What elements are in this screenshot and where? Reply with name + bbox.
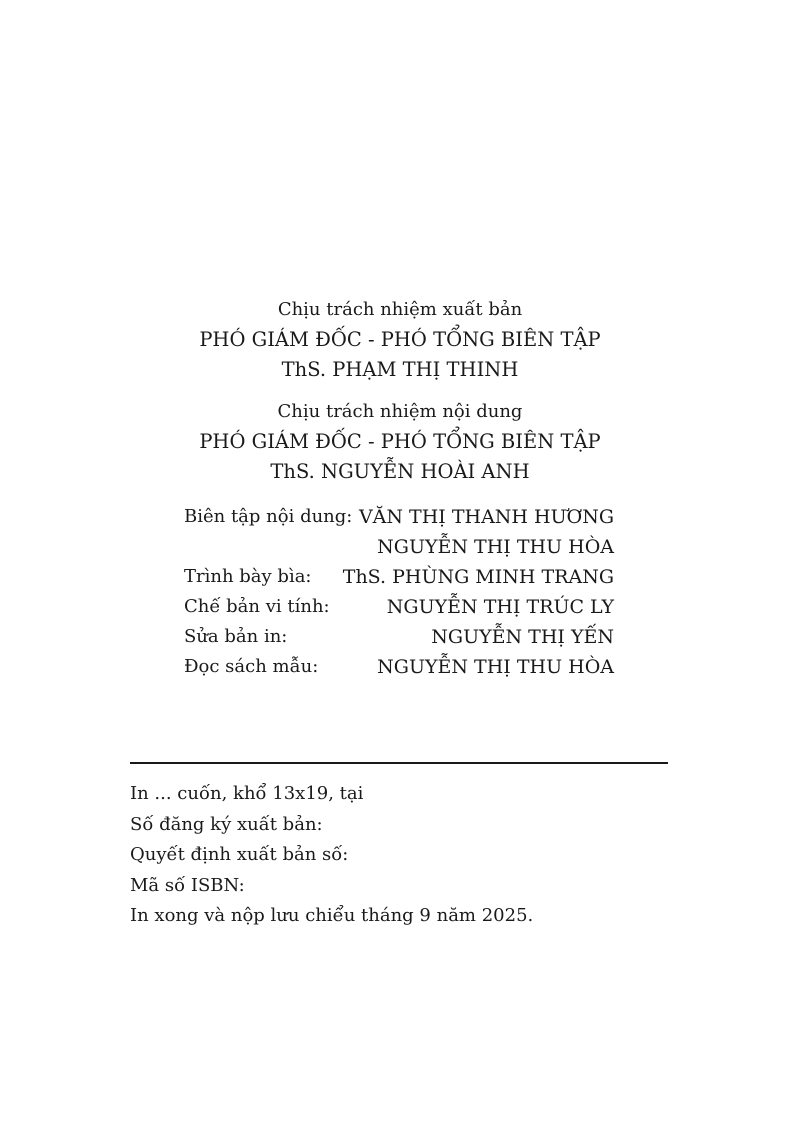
content-responsibility-block — [0, 397, 800, 487]
colophon-publishing-decision: Quyết định xuất bản số: — [130, 844, 349, 865]
credit-row-sample-reading — [184, 652, 614, 682]
content-responsibility-title: PHÓ GIÁM ĐỐC - PHÓ TỔNG BIÊN TẬP — [199, 430, 601, 453]
content-responsibility-name: ThS. NGUYỄN HOÀI ANH — [270, 460, 530, 483]
credit-name: NGUYỄN THỊ THU HÒA — [377, 536, 614, 558]
divider-rule — [130, 762, 668, 764]
publishing-responsibility-heading: Chịu trách nhiệm xuất bản — [277, 299, 523, 320]
credit-row-cover-design — [184, 562, 614, 592]
credit-row-typesetting — [184, 592, 614, 622]
credit-name: NGUYỄN THỊ YẾN — [431, 626, 614, 648]
credit-name: ThS. PHÙNG MINH TRANG — [342, 566, 614, 588]
content-responsibility-heading: Chịu trách nhiệm nội dung — [277, 401, 523, 422]
credit-row-content-editor — [184, 502, 614, 532]
colophon-isbn: Mã số ISBN: — [130, 874, 245, 896]
credit-label: Sửa bản in: — [184, 626, 288, 647]
colophon-block — [130, 779, 690, 932]
credit-label: Chế bản vi tính: — [184, 596, 330, 617]
credit-row-proofreading — [184, 622, 614, 652]
publishing-responsibility-title: PHÓ GIÁM ĐỐC - PHÓ TỔNG BIÊN TẬP — [199, 328, 601, 351]
credit-name: NGUYỄN THỊ TRÚC LY — [386, 596, 614, 618]
credit-name: NGUYỄN THỊ THU HÒA — [377, 656, 614, 678]
credit-row-content-editor-2 — [184, 532, 614, 562]
credit-name: VĂN THỊ THANH HƯƠNG — [358, 506, 614, 528]
credit-label: Trình bày bìa: — [184, 566, 312, 587]
publishing-responsibility-block — [0, 295, 800, 385]
credit-label: Biên tập nội dung: — [184, 506, 353, 527]
colophon-print-run: In ... cuốn, khổ 13x19, tại — [130, 783, 364, 804]
credit-label: Đọc sách mẫu: — [184, 656, 319, 677]
colophon-legal-deposit: In xong và nộp lưu chiểu tháng 9 năm 2025. — [130, 905, 534, 926]
publishing-responsibility-name: ThS. PHẠM THỊ THINH — [281, 358, 519, 381]
colophon-registration-number: Số đăng ký xuất bản: — [130, 813, 323, 835]
